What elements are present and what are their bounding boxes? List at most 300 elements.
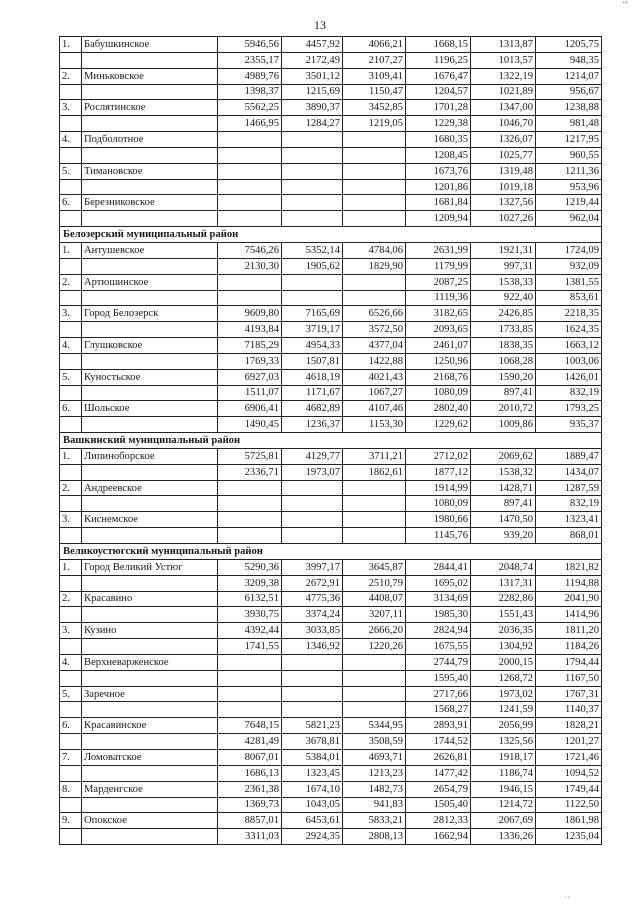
settlement-name: Верхневарженское (82, 654, 218, 670)
value-cell: 1490,45 (218, 417, 282, 433)
value-cell (282, 211, 343, 227)
settlement-name-empty (82, 575, 218, 591)
value-cell: 1080,09 (406, 496, 471, 512)
row-number-empty (60, 607, 82, 623)
value-cell: 3452,85 (343, 100, 406, 116)
value-cell: 1538,33 (471, 274, 536, 290)
value-cell: 2218,35 (536, 306, 602, 322)
value-cell: 1003,06 (536, 353, 602, 369)
value-cell: 1268,72 (471, 670, 536, 686)
table-row (60, 274, 602, 290)
row-number: 1. (60, 448, 82, 464)
row-number: 9. (60, 813, 82, 829)
value-cell: 1624,35 (536, 322, 602, 338)
table-row (60, 654, 602, 670)
value-cell (218, 290, 282, 306)
value-cell: 1505,40 (406, 797, 471, 813)
tariff-table (59, 36, 602, 845)
table-row (60, 369, 602, 385)
value-cell: 4377,04 (343, 338, 406, 354)
corner-scan-mark: ′′′ (622, 0, 628, 9)
value-cell: 1918,17 (471, 749, 536, 765)
value-cell: 1209,94 (406, 211, 471, 227)
table-row (60, 52, 602, 68)
value-cell: 1220,26 (343, 639, 406, 655)
value-cell (218, 163, 282, 179)
table-row (60, 258, 602, 274)
value-cell: 1595,40 (406, 670, 471, 686)
value-cell: 2844,41 (406, 559, 471, 575)
row-number-empty (60, 464, 82, 480)
table-row (60, 448, 602, 464)
value-cell: 1122,50 (536, 797, 602, 813)
value-cell: 1201,86 (406, 179, 471, 195)
value-cell (282, 512, 343, 528)
row-number-empty (60, 290, 82, 306)
value-cell: 1067,27 (343, 385, 406, 401)
value-cell: 1793,25 (536, 401, 602, 417)
settlement-name-empty (82, 670, 218, 686)
table-row (60, 480, 602, 496)
value-cell: 1434,07 (536, 464, 602, 480)
value-cell: 5290,36 (218, 559, 282, 575)
value-cell: 1235,04 (536, 829, 602, 845)
value-cell (218, 195, 282, 211)
section-title: Вашкинский муниципальный район (60, 433, 602, 449)
value-cell: 2048,74 (471, 559, 536, 575)
value-cell (343, 274, 406, 290)
value-cell: 1914,99 (406, 480, 471, 496)
value-cell: 1094,52 (536, 765, 602, 781)
value-cell: 7185,29 (218, 338, 282, 354)
row-number-empty (60, 116, 82, 132)
value-cell: 2893,91 (406, 718, 471, 734)
table-row (60, 100, 602, 116)
value-cell: 4618,19 (282, 369, 343, 385)
value-cell: 1980,66 (406, 512, 471, 528)
value-cell: 2069,62 (471, 448, 536, 464)
row-number-empty (60, 385, 82, 401)
value-cell: 1250,96 (406, 353, 471, 369)
settlement-name: Березниковское (82, 195, 218, 211)
value-cell: 941,83 (343, 797, 406, 813)
settlement-name: Красавино (82, 591, 218, 607)
value-cell: 1336,26 (471, 829, 536, 845)
settlement-name-empty (82, 417, 218, 433)
value-cell (343, 147, 406, 163)
value-cell (343, 528, 406, 544)
row-number: 4. (60, 132, 82, 148)
value-cell: 1241,59 (471, 702, 536, 718)
value-cell: 3109,41 (343, 68, 406, 84)
value-cell: 1347,00 (471, 100, 536, 116)
value-cell: 1171,67 (282, 385, 343, 401)
value-cell: 1821,82 (536, 559, 602, 575)
value-cell: 1229,62 (406, 417, 471, 433)
row-number-empty (60, 258, 82, 274)
value-cell: 5833,21 (343, 813, 406, 829)
value-cell: 2036,35 (471, 623, 536, 639)
value-cell: 6526,66 (343, 306, 406, 322)
value-cell: 1973,02 (471, 686, 536, 702)
value-cell: 1470,50 (471, 512, 536, 528)
value-cell (218, 528, 282, 544)
value-cell (343, 654, 406, 670)
value-cell: 1215,69 (282, 84, 343, 100)
value-cell (218, 147, 282, 163)
value-cell: 1186,74 (471, 765, 536, 781)
value-cell: 3890,37 (282, 100, 343, 116)
value-cell: 1325,56 (471, 734, 536, 750)
value-cell: 4408,07 (343, 591, 406, 607)
value-cell: 1921,31 (471, 242, 536, 258)
value-cell: 2812,33 (406, 813, 471, 829)
row-number: 4. (60, 654, 82, 670)
row-number: 3. (60, 623, 82, 639)
value-cell: 1905,62 (282, 258, 343, 274)
table-row (60, 639, 602, 655)
value-cell: 1025,77 (471, 147, 536, 163)
settlement-name: Город Белозерск (82, 306, 218, 322)
value-cell: 935,37 (536, 417, 602, 433)
value-cell: 1009,86 (471, 417, 536, 433)
row-number: 7. (60, 749, 82, 765)
row-number-empty (60, 734, 82, 750)
table-row (60, 765, 602, 781)
value-cell: 6132,51 (218, 591, 282, 607)
value-cell: 897,41 (471, 385, 536, 401)
value-cell (343, 670, 406, 686)
value-cell: 7546,26 (218, 242, 282, 258)
value-cell: 3711,21 (343, 448, 406, 464)
value-cell: 1217,95 (536, 132, 602, 148)
value-cell: 6453,61 (282, 813, 343, 829)
settlement-name-empty (82, 639, 218, 655)
value-cell: 1204,57 (406, 84, 471, 100)
settlement-name-empty (82, 52, 218, 68)
value-cell: 1676,47 (406, 68, 471, 84)
value-cell: 1733,85 (471, 322, 536, 338)
settlement-name: Глушковское (82, 338, 218, 354)
value-cell: 1319,48 (471, 163, 536, 179)
row-number: 5. (60, 686, 82, 702)
table-row (60, 528, 602, 544)
settlement-name-empty (82, 734, 218, 750)
value-cell: 4989,76 (218, 68, 282, 84)
row-number: 6. (60, 401, 82, 417)
table-row (60, 575, 602, 591)
value-cell: 1304,92 (471, 639, 536, 655)
value-cell: 1794,44 (536, 654, 602, 670)
value-cell: 1590,20 (471, 369, 536, 385)
value-cell: 1507,81 (282, 353, 343, 369)
table-row (60, 496, 602, 512)
table-row (60, 37, 602, 53)
row-number-empty (60, 639, 82, 655)
value-cell (343, 163, 406, 179)
section-row (60, 433, 602, 449)
value-cell: 5725,81 (218, 448, 282, 464)
value-cell: 1326,07 (471, 132, 536, 148)
value-cell: 3508,59 (343, 734, 406, 750)
value-cell (218, 670, 282, 686)
value-cell (282, 496, 343, 512)
table-row (60, 68, 602, 84)
value-cell: 1721,46 (536, 749, 602, 765)
value-cell (282, 290, 343, 306)
value-cell: 2087,25 (406, 274, 471, 290)
settlement-name-empty (82, 496, 218, 512)
settlement-name: Опокское (82, 813, 218, 829)
settlement-name-empty (82, 797, 218, 813)
value-cell: 1238,88 (536, 100, 602, 116)
value-cell: 5562,25 (218, 100, 282, 116)
settlement-name-empty (82, 353, 218, 369)
value-cell: 8857,01 (218, 813, 282, 829)
value-cell (282, 195, 343, 211)
value-cell: 2172,49 (282, 52, 343, 68)
value-cell: 7648,15 (218, 718, 282, 734)
value-cell: 2056,99 (471, 718, 536, 734)
table-row (60, 464, 602, 480)
value-cell: 1701,28 (406, 100, 471, 116)
value-cell: 3207,11 (343, 607, 406, 623)
value-cell: 2067,69 (471, 813, 536, 829)
row-number: 3. (60, 100, 82, 116)
value-cell: 832,19 (536, 496, 602, 512)
table-row (60, 306, 602, 322)
row-number-empty (60, 528, 82, 544)
settlement-name: Подболотное (82, 132, 218, 148)
value-cell: 1150,47 (343, 84, 406, 100)
value-cell (282, 179, 343, 195)
value-cell: 1153,30 (343, 417, 406, 433)
value-cell: 2654,79 (406, 781, 471, 797)
value-cell: 1861,98 (536, 813, 602, 829)
value-cell: 3374,24 (282, 607, 343, 623)
value-cell: 1229,38 (406, 116, 471, 132)
table-row (60, 401, 602, 417)
row-number: 6. (60, 718, 82, 734)
value-cell: 1313,87 (471, 37, 536, 53)
value-cell: 1889,47 (536, 448, 602, 464)
value-cell: 1027,26 (471, 211, 536, 227)
settlement-name: Марденгское (82, 781, 218, 797)
value-cell (343, 702, 406, 718)
value-cell: 5821,23 (282, 718, 343, 734)
table-row (60, 607, 602, 623)
settlement-name-empty (82, 211, 218, 227)
corner-scan-mark-bottom: ·· (564, 893, 570, 902)
value-cell: 1214,72 (471, 797, 536, 813)
settlement-name: Куностьское (82, 369, 218, 385)
value-cell: 1346,92 (282, 639, 343, 655)
value-cell: 1208,45 (406, 147, 471, 163)
settlement-name-empty (82, 528, 218, 544)
table-row (60, 195, 602, 211)
value-cell: 3182,65 (406, 306, 471, 322)
value-cell: 1422,88 (343, 353, 406, 369)
value-cell: 932,09 (536, 258, 602, 274)
value-cell: 1466,95 (218, 116, 282, 132)
value-cell: 2712,02 (406, 448, 471, 464)
row-number-empty (60, 211, 82, 227)
value-cell: 2282,86 (471, 591, 536, 607)
value-cell: 5946,56 (218, 37, 282, 53)
value-cell: 4107,46 (343, 401, 406, 417)
value-cell: 997,31 (471, 258, 536, 274)
value-cell: 1675,55 (406, 639, 471, 655)
value-cell: 6927,03 (218, 369, 282, 385)
table-row (60, 559, 602, 575)
value-cell: 3501,12 (282, 68, 343, 84)
table-row (60, 132, 602, 148)
settlement-name-empty (82, 179, 218, 195)
settlement-name: Бабушкинское (82, 37, 218, 53)
value-cell: 3930,75 (218, 607, 282, 623)
value-cell (218, 654, 282, 670)
value-cell (343, 290, 406, 306)
settlement-name: Миньковское (82, 68, 218, 84)
value-cell: 1662,94 (406, 829, 471, 845)
value-cell: 1973,07 (282, 464, 343, 480)
settlement-name-empty (82, 385, 218, 401)
value-cell (282, 274, 343, 290)
value-cell: 960,55 (536, 147, 602, 163)
value-cell: 1019,18 (471, 179, 536, 195)
value-cell: 1013,57 (471, 52, 536, 68)
value-cell: 1946,15 (471, 781, 536, 797)
row-number: 3. (60, 306, 82, 322)
value-cell (218, 480, 282, 496)
value-cell: 1985,30 (406, 607, 471, 623)
value-cell: 2717,66 (406, 686, 471, 702)
value-cell: 2461,07 (406, 338, 471, 354)
row-number: 2. (60, 591, 82, 607)
value-cell: 1744,52 (406, 734, 471, 750)
table-row (60, 147, 602, 163)
settlement-name: Рослятинское (82, 100, 218, 116)
settlement-name-empty (82, 84, 218, 100)
value-cell: 5384,01 (282, 749, 343, 765)
settlement-name: Город Великий Устюг (82, 559, 218, 575)
value-cell: 2824,94 (406, 623, 471, 639)
row-number-empty (60, 797, 82, 813)
value-cell: 3678,81 (282, 734, 343, 750)
row-number-empty (60, 322, 82, 338)
row-number: 2. (60, 274, 82, 290)
page-number: 13 (314, 18, 326, 32)
value-cell: 1681,84 (406, 195, 471, 211)
row-number-empty (60, 496, 82, 512)
value-cell: 953,96 (536, 179, 602, 195)
value-cell: 1398,37 (218, 84, 282, 100)
settlement-name: Тимановское (82, 163, 218, 179)
value-cell: 2626,81 (406, 749, 471, 765)
row-number: 1. (60, 37, 82, 53)
row-number-empty (60, 670, 82, 686)
value-cell: 853,61 (536, 290, 602, 306)
value-cell (282, 702, 343, 718)
settlement-name: Заречное (82, 686, 218, 702)
value-cell (282, 132, 343, 148)
settlement-name: Андреевское (82, 480, 218, 496)
value-cell: 1568,27 (406, 702, 471, 718)
value-cell: 1080,09 (406, 385, 471, 401)
value-cell: 1284,27 (282, 116, 343, 132)
value-cell (218, 274, 282, 290)
value-cell: 1686,13 (218, 765, 282, 781)
value-cell: 3134,69 (406, 591, 471, 607)
value-cell: 1414,96 (536, 607, 602, 623)
value-cell: 1828,21 (536, 718, 602, 734)
table-row (60, 179, 602, 195)
settlement-name-empty (82, 258, 218, 274)
value-cell: 1695,02 (406, 575, 471, 591)
table-row (60, 322, 602, 338)
value-cell: 2107,27 (343, 52, 406, 68)
value-cell: 4129,77 (282, 448, 343, 464)
table-row (60, 242, 602, 258)
value-cell: 956,67 (536, 84, 602, 100)
value-cell: 1838,35 (471, 338, 536, 354)
settlement-name-empty (82, 290, 218, 306)
table-row (60, 829, 602, 845)
value-cell: 897,41 (471, 496, 536, 512)
row-number: 1. (60, 242, 82, 258)
value-cell (343, 480, 406, 496)
table-row (60, 353, 602, 369)
value-cell (343, 496, 406, 512)
value-cell: 3997,17 (282, 559, 343, 575)
settlement-name: Красавинское (82, 718, 218, 734)
value-cell: 2631,99 (406, 242, 471, 258)
row-number: 8. (60, 781, 82, 797)
row-number: 1. (60, 559, 82, 575)
row-number-empty (60, 829, 82, 845)
value-cell: 9609,80 (218, 306, 282, 322)
value-cell: 8067,01 (218, 749, 282, 765)
value-cell: 1426,01 (536, 369, 602, 385)
value-cell: 2666,20 (343, 623, 406, 639)
value-cell: 1724,09 (536, 242, 602, 258)
value-cell: 5352,14 (282, 242, 343, 258)
value-cell: 1196,25 (406, 52, 471, 68)
table-row (60, 512, 602, 528)
row-number-empty (60, 765, 82, 781)
value-cell: 1663,12 (536, 338, 602, 354)
value-cell: 1179,99 (406, 258, 471, 274)
value-cell: 1769,33 (218, 353, 282, 369)
table-row (60, 813, 602, 829)
value-cell: 1068,28 (471, 353, 536, 369)
row-number: 5. (60, 369, 82, 385)
value-cell: 1205,75 (536, 37, 602, 53)
row-number: 6. (60, 195, 82, 211)
settlement-name-empty (82, 322, 218, 338)
value-cell: 948,35 (536, 52, 602, 68)
value-cell: 1511,07 (218, 385, 282, 401)
value-cell: 939,20 (471, 528, 536, 544)
value-cell: 1477,42 (406, 765, 471, 781)
settlement-name-empty (82, 464, 218, 480)
value-cell: 4682,89 (282, 401, 343, 417)
value-cell: 2924,35 (282, 829, 343, 845)
value-cell: 2510,79 (343, 575, 406, 591)
settlement-name-empty (82, 607, 218, 623)
row-number-empty (60, 702, 82, 718)
value-cell: 1287,59 (536, 480, 602, 496)
